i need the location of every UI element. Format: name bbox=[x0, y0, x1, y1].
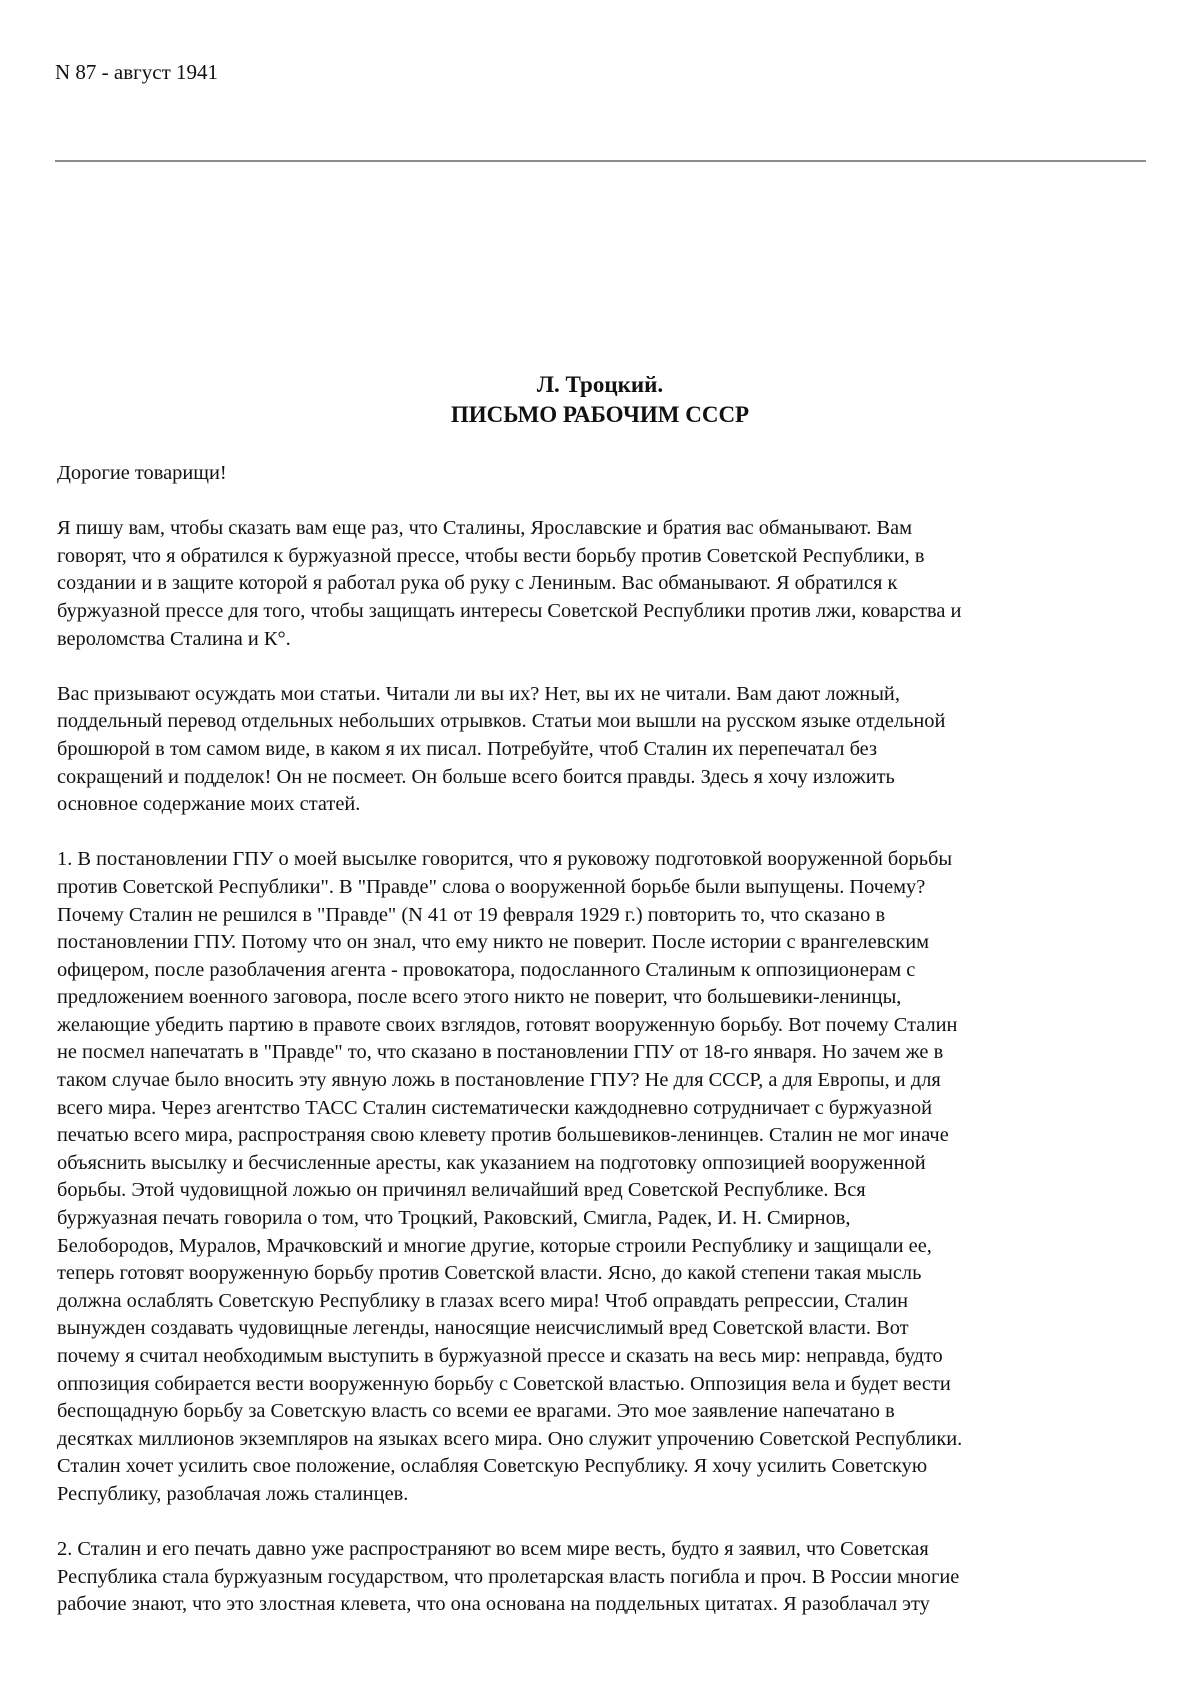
text-line: говорят, что я обратился к буржуазной прессе, чтобы вести борьбу против Советской Республики, в bbox=[57, 544, 925, 567]
text-line: против Советской Республики". В "Правде" слова о вооруженной борьбе были выпущены. Почему? bbox=[57, 875, 926, 898]
document-title: ПИСЬМО РАБОЧИМ СССР bbox=[450, 402, 750, 427]
paragraph bbox=[57, 846, 1157, 1508]
issue-header: N 87 - август 1941 bbox=[55, 60, 219, 84]
greeting: Дорогие товарищи! bbox=[57, 462, 227, 484]
text-line: борьбы. Этой чудовищной ложью он причинял величайший вред Советской Республике. Вся bbox=[57, 1179, 866, 1202]
text-line: создании и в защите которой я работал рука об руку с Лениным. Вас обманывают. Я обратился к bbox=[57, 572, 898, 595]
paragraph bbox=[57, 1536, 1157, 1619]
text-line: беспощадную борьбу за Советскую власть со всеми ее врагами. Это мое заявление напечатано в bbox=[57, 1400, 895, 1423]
text-line: постановлении ГПУ. Потому что он знал, что ему никто не поверит. После истории с врангелевским bbox=[57, 931, 930, 954]
paragraph-gap bbox=[57, 1509, 1157, 1537]
text-line: буржуазная печать говорила о том, что Троцкий, Раковский, Смигла, Радек, И. Н. Смирнов, bbox=[57, 1207, 851, 1230]
text-line: оппозиция собирается вести вооруженную борьбу с Советской властью. Оппозиция вела и будет вести bbox=[57, 1372, 951, 1395]
text-line: 2. Сталин и его печать давно уже распространяют во всем мире весть, будто я заявил, что Советская bbox=[57, 1538, 929, 1561]
text-line: десятках миллионов экземпляров на языках всего мира. Оно служит упрочению Советской Республики. bbox=[57, 1427, 963, 1450]
text-line: основное содержание моих статей. bbox=[57, 793, 361, 816]
text-line: почему я считал необходимым выступить в буржуазной прессе и сказать на весь мир: неправда, будто bbox=[57, 1345, 943, 1367]
paragraph-gap bbox=[57, 653, 1157, 681]
text-line: Вас призывают осуждать мои статьи. Читали ли вы их? Нет, вы их не читали. Вам дают ложный, bbox=[57, 682, 900, 705]
paragraph bbox=[57, 681, 1157, 819]
text-line: Сталин хочет усилить свое положение, ослабляя Советскую Республику. Я хочу усилить Советскую bbox=[57, 1455, 928, 1478]
title-block bbox=[0, 370, 1200, 430]
text-line: буржуазной прессе для того, чтобы защищать интересы Советской Республики против лжи, коварства и bbox=[57, 599, 962, 622]
text-line: 1. В постановлении ГПУ о моей высылке говорится, что я руковожу подготовкой вооруженной борьбы bbox=[57, 848, 953, 871]
text-line: предложением военного заговора, после всего этого никто не поверит, что большевики-ленинцы, bbox=[57, 986, 902, 1009]
text-line: брошюрой в том самом виде, в каком я их писал. Потребуйте, чтоб Сталин их перепечатал без bbox=[57, 737, 878, 760]
text-line: должна ослаблять Советскую Республику в глазах всего мира! Чтоб оправдать репрессии, Сталин bbox=[57, 1289, 909, 1312]
text-line: вероломства Сталина и К°. bbox=[57, 627, 291, 650]
text-line: Белобородов, Муралов, Мрачковский и многие другие, которые строили Республику и защищали ее, bbox=[57, 1234, 932, 1257]
text-line: вынужден создавать чудовищные легенды, наносящие неисчислимый вред Советской власти. Вот bbox=[57, 1317, 909, 1340]
text-line: Я пишу вам, чтобы сказать вам еще раз, что Сталины, Ярославские и братия вас обманывают. Вам bbox=[57, 517, 913, 540]
author-name: Л. Троцкий. bbox=[536, 372, 664, 397]
paragraph-gap bbox=[57, 488, 1157, 516]
text-line: таком случае было вносить эту явную ложь в постановление ГПУ? Не для СССР, а для Европы, и для bbox=[57, 1069, 941, 1092]
text-line: всего мира. Через агентство ТАСС Сталин систематически каждодневно сотрудничает с буржуазной bbox=[57, 1096, 933, 1119]
text-line: сокращений и подделок! Он не посмеет. Он больше всего боится правды. Здесь я хочу изложить bbox=[57, 765, 895, 788]
text-line: Республика стала буржуазным государством, что пролетарская власть погибла и проч. В России многие bbox=[57, 1565, 960, 1588]
paragraph bbox=[57, 515, 1157, 653]
paragraph-gap bbox=[57, 819, 1157, 847]
text-line: объяснить высылку и бесчисленные аресты, как указанием на подготовку оппозицией вооруженной bbox=[57, 1151, 926, 1174]
letter-body bbox=[57, 460, 1157, 1619]
text-line: печатью всего мира, распространяя свою клевету против большевиков-ленинцев. Сталин не мог иначе bbox=[57, 1124, 949, 1147]
text-line: желающие убедить партию в правоте своих взглядов, готовят вооруженную борьбу. Вот почему Сталин bbox=[57, 1013, 958, 1036]
text-line: офицером, после разоблачения агента - провокатора, подосланного Сталиным к оппозиционерам с bbox=[57, 958, 916, 981]
text-line: рабочие знают, что это злостная клевета, что она основана на поддельных цитатах. Я разоблачал эту bbox=[57, 1593, 930, 1616]
text-line: Почему Сталин не решился в "Правде" (N 41 от 19 февраля 1929 г.) повторить то, что сказано в bbox=[57, 903, 886, 926]
header-divider bbox=[55, 160, 1146, 162]
text-line: теперь готовят вооруженную борьбу против Советской власти. Ясно, до какой степени такая мысль bbox=[57, 1262, 922, 1285]
text-line: Республику, разоблачая ложь сталинцев. bbox=[57, 1482, 409, 1505]
text-line: не посмел напечатать в "Правде" то, что сказано в постановлении ГПУ от 18-го января. Но зачем же в bbox=[57, 1041, 944, 1064]
text-line: поддельный перевод отдельных небольших отрывков. Статьи мои вышли на русском языке отдельной bbox=[57, 710, 946, 733]
